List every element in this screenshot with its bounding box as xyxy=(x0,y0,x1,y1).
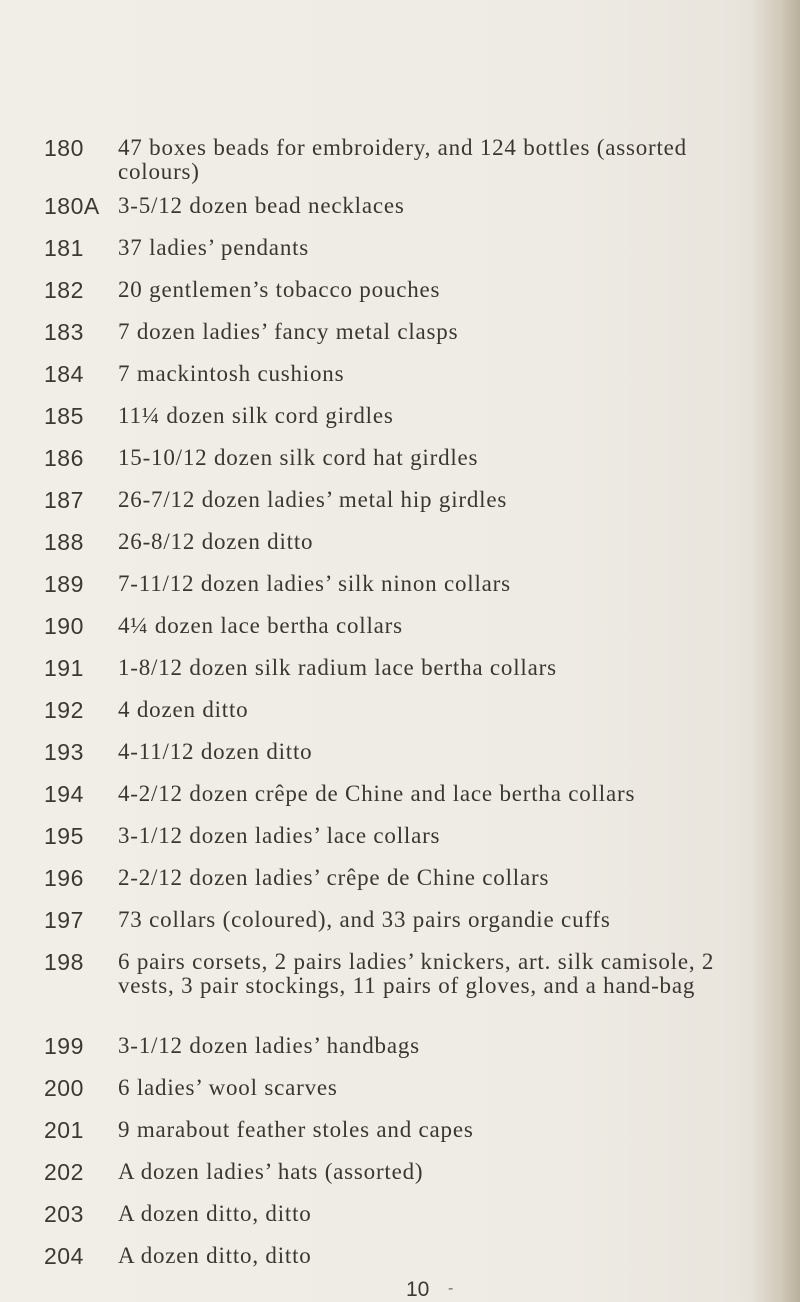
entry-text: 26-7/12 dozen ladies’ metal hip girdles xyxy=(118,487,508,512)
entry-text: 7 dozen ladies’ fancy metal clasps xyxy=(118,319,459,344)
entry-number: 194 xyxy=(44,781,84,807)
entry-text: 73 collars (coloured), and 33 pairs organdie cuffs xyxy=(118,907,611,932)
entry-text: A dozen ladies’ hats (assorted) xyxy=(118,1159,424,1184)
entry-text: 7-11/12 dozen ladies’ silk ninon collars xyxy=(118,571,511,596)
entry-number: 189 xyxy=(44,571,84,597)
entry-text: 20 gentlemen’s tobacco pouches xyxy=(118,277,441,302)
entry-number: 193 xyxy=(44,739,84,765)
entry-number: 180 xyxy=(44,135,84,161)
entry-number: 186 xyxy=(44,445,84,471)
entry-text: 9 marabout feather stoles and capes xyxy=(118,1117,474,1142)
entry-number: 198 xyxy=(44,949,84,975)
entry-text: 6 ladies’ wool scarves xyxy=(118,1075,338,1100)
page-edge-shadow xyxy=(752,0,800,1302)
entry-number: 199 xyxy=(44,1033,84,1059)
entry-text: 4-2/12 dozen crêpe de Chine and lace bertha collars xyxy=(118,781,636,806)
entry-number: 197 xyxy=(44,907,84,933)
entry-number: 182 xyxy=(44,277,84,303)
entry-number: 187 xyxy=(44,487,84,513)
entry-text: 26-8/12 dozen ditto xyxy=(118,529,314,554)
entry-text: 2-2/12 dozen ladies’ crêpe de Chine collars xyxy=(118,865,550,890)
entry-text: 3-1/12 dozen ladies’ handbags xyxy=(118,1033,420,1058)
entry-number: 180A xyxy=(44,193,100,219)
entry-number: 202 xyxy=(44,1159,84,1185)
entry-number: 203 xyxy=(44,1201,84,1227)
page-mark: - xyxy=(448,1280,454,1297)
entry-text: 11¼ dozen silk cord girdles xyxy=(118,403,394,428)
entry-text: 6 pairs corsets, 2 pairs ladies’ knickers, art. silk camisole, 2 vests, 3 pair stockings, 11 pairs of gloves, and a hand-bag xyxy=(118,949,715,998)
entry-number: 192 xyxy=(44,697,84,723)
entry-text: 1-8/12 dozen silk radium lace bertha collars xyxy=(118,655,557,680)
entry-text: A dozen ditto, ditto xyxy=(118,1243,312,1268)
entry-number: 200 xyxy=(44,1075,84,1101)
entry-number: 185 xyxy=(44,403,84,429)
entry-number: 181 xyxy=(44,235,84,261)
entry-number: 195 xyxy=(44,823,84,849)
entry-number: 184 xyxy=(44,361,84,387)
entry-text: 3-1/12 dozen ladies’ lace collars xyxy=(118,823,441,848)
entry-number: 204 xyxy=(44,1243,84,1269)
entry-text: 4¼ dozen lace bertha collars xyxy=(118,613,403,638)
entry-text: 4 dozen ditto xyxy=(118,697,249,722)
entry-text: 7 mackintosh cushions xyxy=(118,361,345,386)
page-number: 10 xyxy=(406,1278,430,1301)
entry-number: 183 xyxy=(44,319,84,345)
entry-number: 201 xyxy=(44,1117,84,1143)
entry-number: 196 xyxy=(44,865,84,891)
entry-text: 47 boxes beads for embroidery, and 124 bottles (assorted colours) xyxy=(118,135,687,184)
entry-number: 188 xyxy=(44,529,84,555)
entry-number: 190 xyxy=(44,613,84,639)
entry-text: 15-10/12 dozen silk cord hat girdles xyxy=(118,445,479,470)
entry-text: 3-5/12 dozen bead necklaces xyxy=(118,193,405,218)
entry-text: 4-11/12 dozen ditto xyxy=(118,739,313,764)
entry-text: 37 ladies’ pendants xyxy=(118,235,310,260)
entry-number: 191 xyxy=(44,655,84,681)
entry-text: A dozen ditto, ditto xyxy=(118,1201,312,1226)
